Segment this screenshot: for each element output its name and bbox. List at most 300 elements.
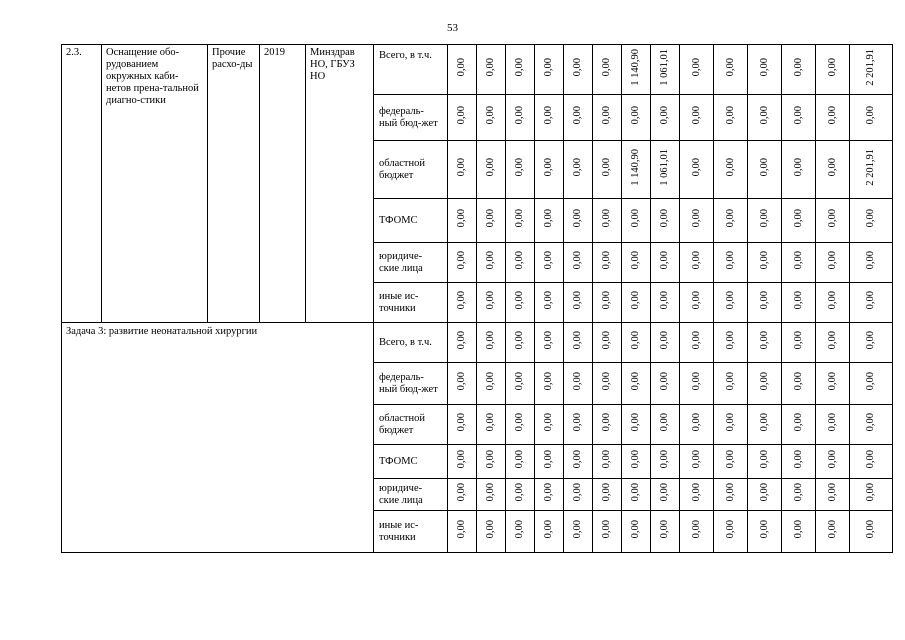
value-cell (850, 479, 893, 511)
cell-value: 0,00 (514, 450, 525, 469)
value-cell (748, 479, 782, 511)
cell-value: 0,00 (601, 331, 612, 350)
value-cell (448, 199, 477, 243)
value-cell (748, 511, 782, 553)
value-cell (816, 405, 850, 445)
cell-value: 0,00 (724, 413, 736, 432)
cell-value: 0,00 (826, 520, 838, 539)
value-cell (782, 95, 816, 141)
value-cell (680, 199, 714, 243)
value-cell (448, 405, 477, 445)
cell-value: 0,00 (572, 251, 583, 270)
cell-value: 0,00 (630, 106, 641, 125)
value-cell (714, 323, 748, 363)
cell-value: 0,00 (792, 483, 804, 502)
value-cell (593, 141, 622, 199)
cell-value: 0,00 (601, 251, 612, 270)
cell-value: 0,00 (630, 291, 641, 310)
value-cell (622, 511, 651, 553)
value-cell (506, 243, 535, 283)
funding-source: юридиче-ские лица (374, 479, 448, 511)
value-cell (593, 363, 622, 405)
value-cell (535, 479, 564, 511)
cell-value: 0,00 (758, 209, 770, 228)
cell-value: 0,00 (758, 483, 770, 502)
cell-value: 0,00 (758, 291, 770, 310)
value-cell (748, 363, 782, 405)
value-cell (535, 95, 564, 141)
value-cell (535, 199, 564, 243)
value-cell (593, 479, 622, 511)
value-cell (782, 45, 816, 95)
cell-value: 0,00 (601, 106, 612, 125)
cell-value: 0,00 (456, 520, 467, 539)
value-cell (477, 199, 506, 243)
value-cell (448, 283, 477, 323)
value-cell (850, 363, 893, 405)
value-cell (535, 363, 564, 405)
value-cell (714, 363, 748, 405)
value-cell (850, 199, 893, 243)
value-cell (714, 199, 748, 243)
cell-value: 0,00 (601, 158, 612, 177)
cell-value: 0,00 (630, 450, 641, 469)
cell-value: 0,00 (792, 291, 804, 310)
funding-source: Всего, в т.ч. (374, 323, 448, 363)
value-cell (850, 283, 893, 323)
value-cell (506, 445, 535, 479)
funding-source: юридиче-ские лица (374, 243, 448, 283)
cell-value: 0,00 (826, 106, 838, 125)
value-cell (816, 283, 850, 323)
value-cell (622, 445, 651, 479)
cell-value: 0,00 (826, 251, 838, 270)
value-cell (714, 95, 748, 141)
cell-value: 0,00 (456, 291, 467, 310)
value-cell (535, 283, 564, 323)
cell-value: 0,00 (758, 106, 770, 125)
cell-value: 0,00 (630, 331, 641, 350)
value-cell (477, 479, 506, 511)
cell-value: 0,00 (724, 158, 736, 177)
value-cell (564, 283, 593, 323)
value-cell (448, 95, 477, 141)
cell-value: 0,00 (826, 58, 838, 77)
cell-value: 0,00 (690, 106, 702, 125)
value-cell (816, 445, 850, 479)
cell-value: 0,00 (659, 450, 670, 469)
cell-value: 0,00 (690, 291, 702, 310)
cell-value: 0,00 (543, 331, 554, 350)
value-cell (651, 479, 680, 511)
value-cell (714, 283, 748, 323)
value-cell (816, 95, 850, 141)
value-cell (651, 199, 680, 243)
value-cell (782, 141, 816, 199)
cell-value: 0,00 (826, 413, 838, 432)
funding-source: федераль-ный бюд-жет (374, 363, 448, 405)
cell-value: 0,00 (485, 158, 496, 177)
value-cell (477, 283, 506, 323)
funding-source: иные ис-точники (374, 511, 448, 553)
value-cell (593, 511, 622, 553)
value-cell (850, 45, 893, 95)
value-cell (680, 141, 714, 199)
cell-value: 0,00 (865, 413, 876, 432)
value-cell (782, 199, 816, 243)
value-cell (680, 95, 714, 141)
value-cell (477, 363, 506, 405)
cell-value: 0,00 (865, 209, 876, 228)
cell-value: 1 061,01 (659, 149, 670, 186)
value-cell (782, 363, 816, 405)
value-cell (782, 405, 816, 445)
cell-value: 0,00 (690, 413, 702, 432)
value-cell (651, 405, 680, 445)
value-cell (714, 479, 748, 511)
cell-value: 0,00 (865, 291, 876, 310)
cell-value: 0,00 (659, 520, 670, 539)
cell-value: 0,00 (601, 372, 612, 391)
cell-value: 0,00 (724, 483, 736, 502)
value-cell (622, 323, 651, 363)
value-cell (535, 405, 564, 445)
table-row (62, 45, 893, 95)
cell-value: 0,00 (690, 158, 702, 177)
value-cell (622, 199, 651, 243)
value-cell (816, 323, 850, 363)
value-cell (782, 323, 816, 363)
cell-value: 0,00 (485, 251, 496, 270)
value-cell (680, 45, 714, 95)
cell-value: 0,00 (792, 413, 804, 432)
cell-value: 0,00 (659, 413, 670, 432)
cell-value: 0,00 (758, 450, 770, 469)
cell-value: 0,00 (630, 520, 641, 539)
cell-value: 0,00 (865, 331, 876, 350)
value-cell (535, 243, 564, 283)
cell-value: 0,00 (514, 58, 525, 77)
cell-value: 0,00 (826, 158, 838, 177)
funding-source: ТФОМС (374, 199, 448, 243)
cell-value: 0,00 (572, 209, 583, 228)
cell-value: 0,00 (456, 158, 467, 177)
value-cell (448, 45, 477, 95)
value-cell (622, 141, 651, 199)
value-cell (564, 363, 593, 405)
cell-value: 0,00 (792, 520, 804, 539)
funding-source: федераль-ный бюд-жет (374, 95, 448, 141)
cell-value: 0,00 (543, 520, 554, 539)
value-cell (564, 323, 593, 363)
value-cell (593, 283, 622, 323)
cell-value: 0,00 (865, 483, 876, 502)
cell-value: 0,00 (572, 58, 583, 77)
cell-value: 0,00 (724, 331, 736, 350)
value-cell (782, 283, 816, 323)
value-cell (564, 445, 593, 479)
value-cell (622, 363, 651, 405)
cell-value: 0,00 (758, 158, 770, 177)
cell-value: 0,00 (543, 209, 554, 228)
budget-table (61, 44, 893, 553)
value-cell (748, 95, 782, 141)
cell-value: 0,00 (514, 251, 525, 270)
funding-source: Всего, в т.ч. (374, 45, 448, 95)
cell-value: 0,00 (724, 450, 736, 469)
year: 2019 (260, 45, 306, 323)
cell-value: 0,00 (724, 291, 736, 310)
cell-value: 0,00 (758, 331, 770, 350)
cell-value: 0,00 (601, 58, 612, 77)
value-cell (448, 445, 477, 479)
value-cell (748, 141, 782, 199)
cell-value: 0,00 (543, 291, 554, 310)
value-cell (564, 511, 593, 553)
cell-value: 0,00 (758, 413, 770, 432)
value-cell (506, 323, 535, 363)
cell-value: 0,00 (758, 520, 770, 539)
value-cell (622, 45, 651, 95)
cell-value: 0,00 (456, 209, 467, 228)
value-cell (748, 283, 782, 323)
value-cell (748, 243, 782, 283)
cell-value: 0,00 (456, 450, 467, 469)
activity-name: Оснащение обо-рудованием окружных каби-нетов прена-тальной диагно-стики (102, 45, 208, 323)
value-cell (535, 141, 564, 199)
value-cell (564, 405, 593, 445)
funding-source: иные ис-точники (374, 283, 448, 323)
cell-value: 0,00 (601, 291, 612, 310)
value-cell (448, 323, 477, 363)
cell-value: 0,00 (456, 58, 467, 77)
value-cell (748, 323, 782, 363)
cell-value: 0,00 (724, 372, 736, 391)
cell-value: 1 140,90 (630, 49, 641, 86)
cell-value: 0,00 (572, 520, 583, 539)
value-cell (680, 363, 714, 405)
cell-value: 0,00 (792, 158, 804, 177)
value-cell (477, 511, 506, 553)
value-cell (477, 405, 506, 445)
funding-source: ТФОМС (374, 445, 448, 479)
cell-value: 0,00 (659, 106, 670, 125)
value-cell (622, 405, 651, 445)
cell-value: 0,00 (514, 413, 525, 432)
cell-value: 0,00 (690, 483, 702, 502)
task-label: Задача 3: развитие неонатальной хирургии (62, 323, 374, 553)
value-cell (748, 445, 782, 479)
cell-value: 0,00 (456, 106, 467, 125)
value-cell (651, 243, 680, 283)
value-cell (850, 323, 893, 363)
cell-value: 0,00 (630, 209, 641, 228)
value-cell (506, 283, 535, 323)
value-cell (622, 95, 651, 141)
cell-value: 0,00 (659, 291, 670, 310)
value-cell (782, 243, 816, 283)
cell-value: 0,00 (724, 520, 736, 539)
cell-value: 0,00 (724, 106, 736, 125)
cell-value: 0,00 (865, 372, 876, 391)
cell-value: 0,00 (456, 331, 467, 350)
value-cell (651, 95, 680, 141)
value-cell (622, 283, 651, 323)
value-cell (506, 95, 535, 141)
value-cell (651, 45, 680, 95)
cell-value: 0,00 (543, 450, 554, 469)
cell-value: 0,00 (456, 251, 467, 270)
value-cell (535, 45, 564, 95)
cell-value: 0,00 (690, 331, 702, 350)
cell-value: 0,00 (601, 450, 612, 469)
value-cell (477, 445, 506, 479)
cell-value: 0,00 (792, 106, 804, 125)
cell-value: 0,00 (543, 372, 554, 391)
value-cell (506, 141, 535, 199)
cell-value: 0,00 (690, 450, 702, 469)
cell-value: 0,00 (601, 413, 612, 432)
cell-value: 0,00 (572, 291, 583, 310)
cell-value: 0,00 (865, 251, 876, 270)
value-cell (506, 511, 535, 553)
value-cell (448, 243, 477, 283)
value-cell (816, 479, 850, 511)
cell-value: 0,00 (690, 209, 702, 228)
value-cell (714, 405, 748, 445)
value-cell (680, 511, 714, 553)
cell-value: 0,00 (514, 520, 525, 539)
cell-value: 0,00 (690, 520, 702, 539)
cell-value: 0,00 (485, 331, 496, 350)
value-cell (850, 141, 893, 199)
value-cell (593, 243, 622, 283)
value-cell (477, 141, 506, 199)
cell-value: 0,00 (485, 106, 496, 125)
cell-value: 0,00 (485, 209, 496, 228)
cell-value: 0,00 (514, 372, 525, 391)
cell-value: 0,00 (630, 413, 641, 432)
value-cell (593, 199, 622, 243)
value-cell (850, 95, 893, 141)
cell-value: 0,00 (690, 372, 702, 391)
cell-value: 0,00 (456, 372, 467, 391)
value-cell (651, 323, 680, 363)
value-cell (448, 363, 477, 405)
cell-value: 0,00 (456, 413, 467, 432)
cell-value: 0,00 (601, 209, 612, 228)
value-cell (850, 445, 893, 479)
cell-value: 0,00 (485, 520, 496, 539)
value-cell (448, 141, 477, 199)
cell-value: 2 201,91 (865, 49, 876, 86)
value-cell (651, 141, 680, 199)
value-cell (622, 479, 651, 511)
value-cell (714, 141, 748, 199)
cell-value: 1 140,90 (630, 149, 641, 186)
cell-value: 0,00 (572, 331, 583, 350)
cell-value: 0,00 (826, 450, 838, 469)
table-row (62, 323, 893, 363)
cell-value: 1 061,01 (659, 49, 670, 86)
cell-value: 0,00 (792, 58, 804, 77)
value-cell (850, 511, 893, 553)
cell-value: 0,00 (543, 106, 554, 125)
cell-value: 0,00 (601, 483, 612, 502)
cell-value: 0,00 (690, 58, 702, 77)
cell-value: 0,00 (456, 483, 467, 502)
cell-value: 0,00 (826, 209, 838, 228)
value-cell (816, 141, 850, 199)
cell-value: 0,00 (543, 58, 554, 77)
value-cell (593, 323, 622, 363)
value-cell (506, 405, 535, 445)
cell-value: 0,00 (659, 483, 670, 502)
cell-value: 0,00 (514, 331, 525, 350)
value-cell (564, 479, 593, 511)
cell-value: 0,00 (865, 450, 876, 469)
cell-value: 0,00 (514, 106, 525, 125)
cell-value: 0,00 (485, 372, 496, 391)
value-cell (748, 199, 782, 243)
funding-source: областной бюджет (374, 141, 448, 199)
value-cell (651, 363, 680, 405)
cell-value: 0,00 (485, 450, 496, 469)
value-cell (714, 445, 748, 479)
value-cell (782, 479, 816, 511)
cell-value: 0,00 (630, 483, 641, 502)
cell-value: 0,00 (792, 331, 804, 350)
cell-value: 0,00 (826, 372, 838, 391)
value-cell (680, 405, 714, 445)
value-cell (748, 45, 782, 95)
cell-value: 0,00 (792, 209, 804, 228)
value-cell (680, 323, 714, 363)
value-cell (680, 445, 714, 479)
value-cell (714, 243, 748, 283)
cell-value: 0,00 (485, 291, 496, 310)
value-cell (477, 95, 506, 141)
value-cell (816, 199, 850, 243)
expense-type: Прочие расхо-ды (208, 45, 260, 323)
value-cell (680, 243, 714, 283)
value-cell (477, 243, 506, 283)
value-cell (748, 405, 782, 445)
value-cell (816, 511, 850, 553)
value-cell (564, 45, 593, 95)
value-cell (564, 199, 593, 243)
value-cell (816, 363, 850, 405)
value-cell (506, 363, 535, 405)
cell-value: 2 201,91 (865, 149, 876, 186)
value-cell (850, 405, 893, 445)
cell-value: 0,00 (792, 372, 804, 391)
value-cell (651, 511, 680, 553)
value-cell (506, 479, 535, 511)
cell-value: 0,00 (572, 483, 583, 502)
cell-value: 0,00 (690, 251, 702, 270)
cell-value: 0,00 (792, 450, 804, 469)
cell-value: 0,00 (758, 58, 770, 77)
cell-value: 0,00 (485, 58, 496, 77)
value-cell (816, 243, 850, 283)
cell-value: 0,00 (514, 291, 525, 310)
value-cell (850, 243, 893, 283)
value-cell (782, 511, 816, 553)
cell-value: 0,00 (826, 483, 838, 502)
value-cell (535, 511, 564, 553)
value-cell (680, 283, 714, 323)
